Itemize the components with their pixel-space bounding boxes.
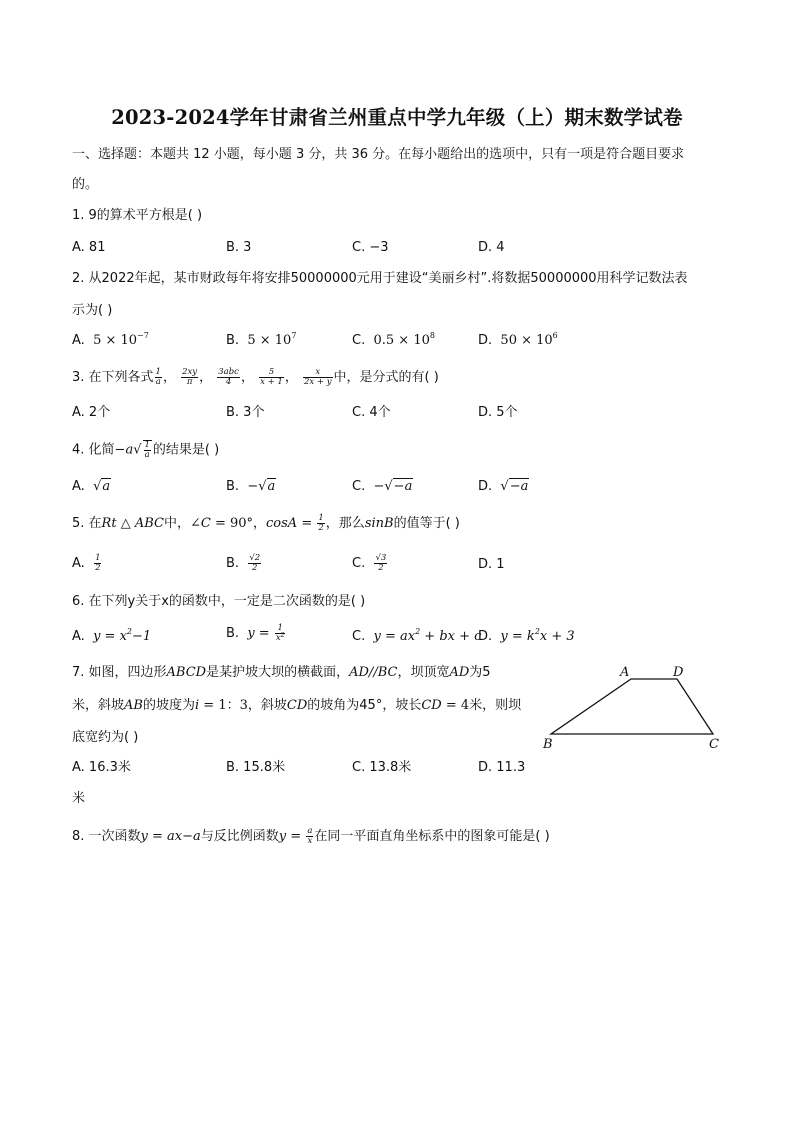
- q1-option-a: A. 81: [72, 240, 106, 255]
- q5-option-a: A. $\frac{1}{2}$: [72, 553, 101, 573]
- q7-stem-line2: 米，斜坡AB的坡度为i = 1：3，斜坡CD的坡角为45°，坡长CD = 4米，则坝: [72, 698, 522, 713]
- q7-option-d-wrap: 米: [72, 791, 86, 806]
- q7-option-c: C. 13.8米: [352, 760, 412, 775]
- q8-stem: 8. 一次函数y = ax−a与反比例函数y = $\frac{a}{x}$ 在同一平面直角坐标系中的图象可能是( ): [72, 826, 550, 846]
- q2-option-c: C. $0.5 \times 10^8$: [352, 331, 435, 348]
- q6-option-a: A. $y = x^2-1$: [72, 627, 152, 644]
- page-title: 2023-2024学年甘肃省兰州重点中学九年级（上）期末数学试卷: [111, 106, 683, 129]
- q2-stem-line1: 2. 从2022年起，某市财政每年将安排50000000元用于建设“美丽乡村”.将数据50000000用科学记数法表: [72, 271, 688, 286]
- trapezoid-figure: [536, 660, 736, 756]
- q2-option-d: D. $50 \times 10^6$: [478, 331, 558, 348]
- q1-option-c: C. −3: [352, 240, 389, 255]
- q7-option-a: A. 16.3米: [72, 760, 131, 775]
- q3-stem: 3. 在下列各式 $\frac{1}{a}$ ， $\frac{2xy}{\pi}$ ， $\frac{\text{3abc}}{4}$ ， $\frac{5}{x + 1}$ ， $\frac{x}{2x + y}$ 中，是分式的有( ): [72, 367, 439, 387]
- q1-stem: 1. 9的算术平方根是( ): [72, 208, 203, 223]
- q6-option-c: C. $y = ax^2$ + bx + c: [352, 627, 482, 644]
- q3-option-c: C. 4个: [352, 405, 391, 420]
- q7-stem-line3: 底宽约为( ): [72, 730, 139, 745]
- section-heading-line1: 一、选择题：本题共 12 小题，每小题 3 分，共 36 分。在每小题给出的选项中，只有一项是符合题目要求: [72, 147, 685, 162]
- q2-option-b: B. $5 \times 10^7$: [226, 331, 297, 348]
- q6-stem: 6. 在下列y关于x的函数中，一定是二次函数的是( ): [72, 594, 366, 609]
- q1-option-d: D. 4: [478, 240, 505, 255]
- q5-stem: 5. 在Rt △ ABC中，∠C = 90°，cosA = $\frac{1}{2}$ ，那么sinB的值等于( ): [72, 513, 460, 533]
- q4-option-d: D. √−a: [478, 479, 529, 494]
- vertex-label-c: C: [709, 737, 719, 752]
- q2-option-a: A. $5 \times 10^{-7}$: [72, 331, 149, 348]
- q1-option-b: B. 3: [226, 240, 252, 255]
- q6-option-d: D. $y = k^2x + 3$: [478, 627, 575, 644]
- section-heading-line2: 的。: [72, 177, 99, 192]
- q3-option-a: A. 2个: [72, 405, 111, 420]
- q7-option-b: B. 15.8米: [226, 760, 286, 775]
- q4-stem: 4. 化简−a√ $\frac{1}{a}$ 的结果是( ): [72, 440, 220, 460]
- q3-option-d: D. 5个: [478, 405, 518, 420]
- q3-option-b: B. 3个: [226, 405, 265, 420]
- q4-option-a: A. √a: [72, 479, 111, 494]
- vertex-label-b: B: [543, 737, 553, 752]
- q2-stem-line2: 示为( ): [72, 303, 113, 318]
- q5-option-c: C. $\frac{√3}{2}$: [352, 553, 387, 573]
- q6-option-b: B. y = $\frac{1}{x^2}$: [226, 623, 285, 643]
- q7-option-d: D. 11.3: [478, 760, 526, 775]
- q4-option-b: B. −√a: [226, 479, 276, 494]
- q5-option-d: D. 1: [478, 557, 505, 572]
- vertex-label-a: A: [620, 665, 630, 680]
- vertex-label-d: D: [673, 665, 684, 680]
- q4-option-c: C. −√−a: [352, 479, 413, 494]
- q5-option-b: B. $\frac{√2}{2}$: [226, 553, 261, 573]
- trapezoid-shape: [551, 679, 713, 734]
- q7-stem-line1: 7. 如图，四边形ABCD是某护坡大坝的横截面，AD//BC，坝顶宽AD为5: [72, 665, 491, 680]
